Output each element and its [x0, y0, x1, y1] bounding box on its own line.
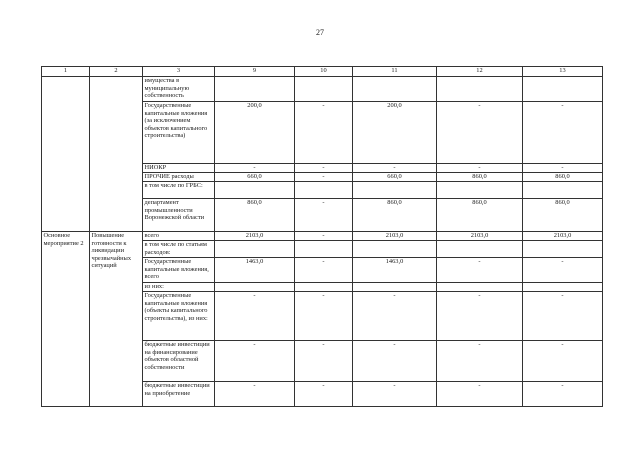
expense-item-cell: ПРОЧИЕ расходы	[143, 173, 215, 182]
column-number: 12	[437, 67, 523, 77]
goal-cell	[90, 77, 143, 232]
expense-item-cell: Государственные капитальные вложения (объекты капитального строительства), из них:	[143, 292, 215, 341]
expense-item-cell: из них:	[143, 283, 215, 292]
value-cell-col10: -	[295, 382, 353, 407]
column-number-row	[42, 67, 603, 77]
column-number: 13	[523, 67, 603, 77]
value-cell-col13: 860,0	[523, 173, 603, 182]
expense-item-cell: НИОКР	[143, 164, 215, 173]
value-cell-col12	[437, 283, 523, 292]
value-cell-col12: -	[437, 164, 523, 173]
value-cell-col12: -	[437, 382, 523, 407]
column-number: 9	[215, 67, 295, 77]
value-cell-col11	[353, 182, 437, 199]
value-cell-col13: -	[523, 164, 603, 173]
value-cell-col13: -	[523, 292, 603, 341]
value-cell-col13: 2103,0	[523, 232, 603, 241]
value-cell-col13	[523, 77, 603, 102]
measure-cell	[42, 77, 90, 232]
value-cell-col9: 660,0	[215, 173, 295, 182]
value-cell-col9: 860,0	[215, 199, 295, 232]
column-number: 10	[295, 67, 353, 77]
value-cell-col11: 660,0	[353, 173, 437, 182]
value-cell-col11: 1463,0	[353, 258, 437, 283]
value-cell-col9: 2103,0	[215, 232, 295, 241]
value-cell-col13	[523, 182, 603, 199]
table-row	[42, 77, 603, 102]
value-cell-col10: -	[295, 292, 353, 341]
value-cell-col13	[523, 241, 603, 258]
value-cell-col13: -	[523, 382, 603, 407]
value-cell-col9	[215, 241, 295, 258]
value-cell-col10	[295, 77, 353, 102]
expense-item-cell: в том числе по статьям расходов:	[143, 241, 215, 258]
value-cell-col10: -	[295, 173, 353, 182]
value-cell-col12: 2103,0	[437, 232, 523, 241]
expense-item-cell: Государственные капитальные вложения, всего	[143, 258, 215, 283]
value-cell-col12: 860,0	[437, 173, 523, 182]
value-cell-col12: -	[437, 292, 523, 341]
column-number: 1	[42, 67, 90, 77]
value-cell-col10: -	[295, 102, 353, 164]
value-cell-col9: -	[215, 292, 295, 341]
value-cell-col10: -	[295, 232, 353, 241]
expense-item-cell: имущества в муниципальную собственность	[143, 77, 215, 102]
value-cell-col12	[437, 182, 523, 199]
column-number: 3	[143, 67, 215, 77]
value-cell-col12: -	[437, 102, 523, 164]
value-cell-col9	[215, 77, 295, 102]
expense-item-cell: Государственные капитальные вложения (за исключением объектов капитального строительства)	[143, 102, 215, 164]
table-row	[42, 232, 603, 241]
value-cell-col12	[437, 241, 523, 258]
expense-item-cell: всего	[143, 232, 215, 241]
expense-item-cell: в том числе по ГРБС:	[143, 182, 215, 199]
page-number: 27	[316, 28, 324, 37]
value-cell-col12: 860,0	[437, 199, 523, 232]
expense-item-cell: бюджетные инвестиции на финансирование объектов областной собственности	[143, 341, 215, 382]
value-cell-col13: 860,0	[523, 199, 603, 232]
value-cell-col9	[215, 182, 295, 199]
value-cell-col13	[523, 283, 603, 292]
value-cell-col10	[295, 283, 353, 292]
value-cell-col10	[295, 182, 353, 199]
measure-cell: Основное мероприятие 2	[42, 232, 90, 407]
value-cell-col11	[353, 283, 437, 292]
value-cell-col13: -	[523, 102, 603, 164]
value-cell-col10	[295, 241, 353, 258]
value-cell-col9: 200,0	[215, 102, 295, 164]
column-number: 11	[353, 67, 437, 77]
value-cell-col11: -	[353, 382, 437, 407]
value-cell-col12	[437, 77, 523, 102]
value-cell-col11: 860,0	[353, 199, 437, 232]
value-cell-col9: 1463,0	[215, 258, 295, 283]
value-cell-col13: -	[523, 341, 603, 382]
value-cell-col12: -	[437, 341, 523, 382]
budget-table	[41, 66, 603, 407]
value-cell-col11: -	[353, 164, 437, 173]
value-cell-col9	[215, 283, 295, 292]
column-number: 2	[90, 67, 143, 77]
value-cell-col9: -	[215, 382, 295, 407]
value-cell-col11: -	[353, 341, 437, 382]
value-cell-col11: -	[353, 292, 437, 341]
expense-item-cell: бюджетные инвестиции на приобретение	[143, 382, 215, 407]
value-cell-col12: -	[437, 258, 523, 283]
value-cell-col11: 2103,0	[353, 232, 437, 241]
value-cell-col13: -	[523, 258, 603, 283]
expense-item-cell: департамент промышленности Воронежской области	[143, 199, 215, 232]
value-cell-col10: -	[295, 341, 353, 382]
value-cell-col11	[353, 241, 437, 258]
value-cell-col11: 200,0	[353, 102, 437, 164]
goal-cell: Повышение готовности к ликвидации чрезвычайных ситуаций	[90, 232, 143, 407]
value-cell-col11	[353, 77, 437, 102]
value-cell-col9: -	[215, 164, 295, 173]
value-cell-col9: -	[215, 341, 295, 382]
value-cell-col10: -	[295, 164, 353, 173]
value-cell-col10: -	[295, 258, 353, 283]
value-cell-col10: -	[295, 199, 353, 232]
